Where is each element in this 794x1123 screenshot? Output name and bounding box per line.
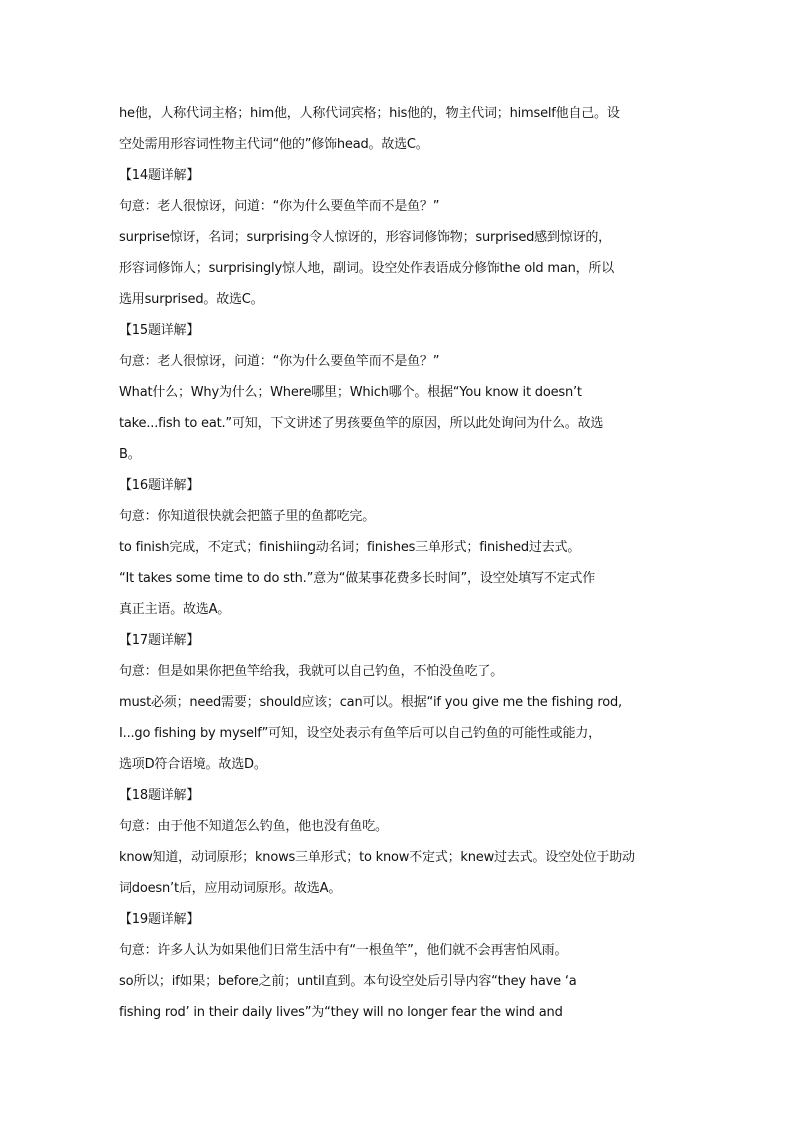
text-line: I...go fishing by myself”可知，设空处表示有鱼竿后可以自己钓鱼的可能性或能力，	[119, 726, 601, 741]
section-heading: 【17题详解】	[119, 633, 200, 648]
section-heading: 【19题详解】	[119, 912, 200, 927]
document-body	[119, 98, 684, 1028]
text-line: must必须；need需要；should应该；can可以。根据“if you give me the fishing rod,	[119, 695, 622, 710]
text-line: 空处需用形容词性物主代词“他的”修饰head。故选C。	[119, 137, 429, 152]
text-line: he他，人称代词主格；him他，人称代词宾格；his他的，物主代词；himself他自己。设	[119, 106, 620, 121]
text-line: 句意：老人很惊讶，问道：“你为什么要鱼竿而不是鱼？”	[119, 199, 440, 214]
text-line: to finish完成，不定式；finishiing动名词；finishes三单形式；finished过去式。	[119, 540, 581, 555]
text-line: so所以；if如果；before之前；until直到。本句设空处后引导内容“they have ‘a	[119, 974, 577, 989]
text-line: 句意：老人很惊讶，问道：“你为什么要鱼竿而不是鱼？”	[119, 354, 440, 369]
text-line: 句意：由于他不知道怎么钓鱼，他也没有鱼吃。	[119, 819, 388, 834]
text-line: 真正主语。故选A。	[119, 602, 231, 617]
text-line: What什么；Why为什么；Where哪里；Which哪个。根据“You know it doesn’t	[119, 385, 582, 400]
text-line: 形容词修饰人；surprisingly惊人地，副词。设空处作表语成分修饰the old man，所以	[119, 261, 615, 276]
text-line: 句意：许多人认为如果他们日常生活中有“一根鱼竿”，他们就不会再害怕风雨。	[119, 943, 568, 958]
text-line: 选项D符合语境。故选D。	[119, 757, 267, 772]
text-line: 词doesn’t后，应用动词原形。故选A。	[119, 881, 342, 896]
section-heading: 【15题详解】	[119, 323, 200, 338]
text-line: 句意：但是如果你把鱼竿给我，我就可以自己钓鱼，不怕没鱼吃了。	[119, 664, 504, 679]
text-line: “It takes some time to do sth.”意为“做某事花费多长时间”，设空处填写不定式作	[119, 571, 596, 586]
text-line: fishing rod’ in their daily lives”为“they will no longer fear the wind and	[119, 1005, 563, 1020]
text-line: know知道，动词原形；knows三单形式；to know不定式；knew过去式。设空处位于助动	[119, 850, 635, 865]
text-line: surprise惊讶，名词；surprising令人惊讶的，形容词修饰物；surprised感到惊讶的，	[119, 230, 611, 245]
section-heading: 【14题详解】	[119, 168, 200, 183]
text-line: B。	[119, 447, 141, 462]
section-heading: 【18题详解】	[119, 788, 200, 803]
section-heading: 【16题详解】	[119, 478, 200, 493]
text-line: 选用surprised。故选C。	[119, 292, 264, 307]
text-line: 句意：你知道很快就会把篮子里的鱼都吃完。	[119, 509, 376, 524]
text-line: take...fish to eat.”可知，下文讲述了男孩要鱼竿的原因，所以此处询问为什么。故选	[119, 416, 604, 431]
